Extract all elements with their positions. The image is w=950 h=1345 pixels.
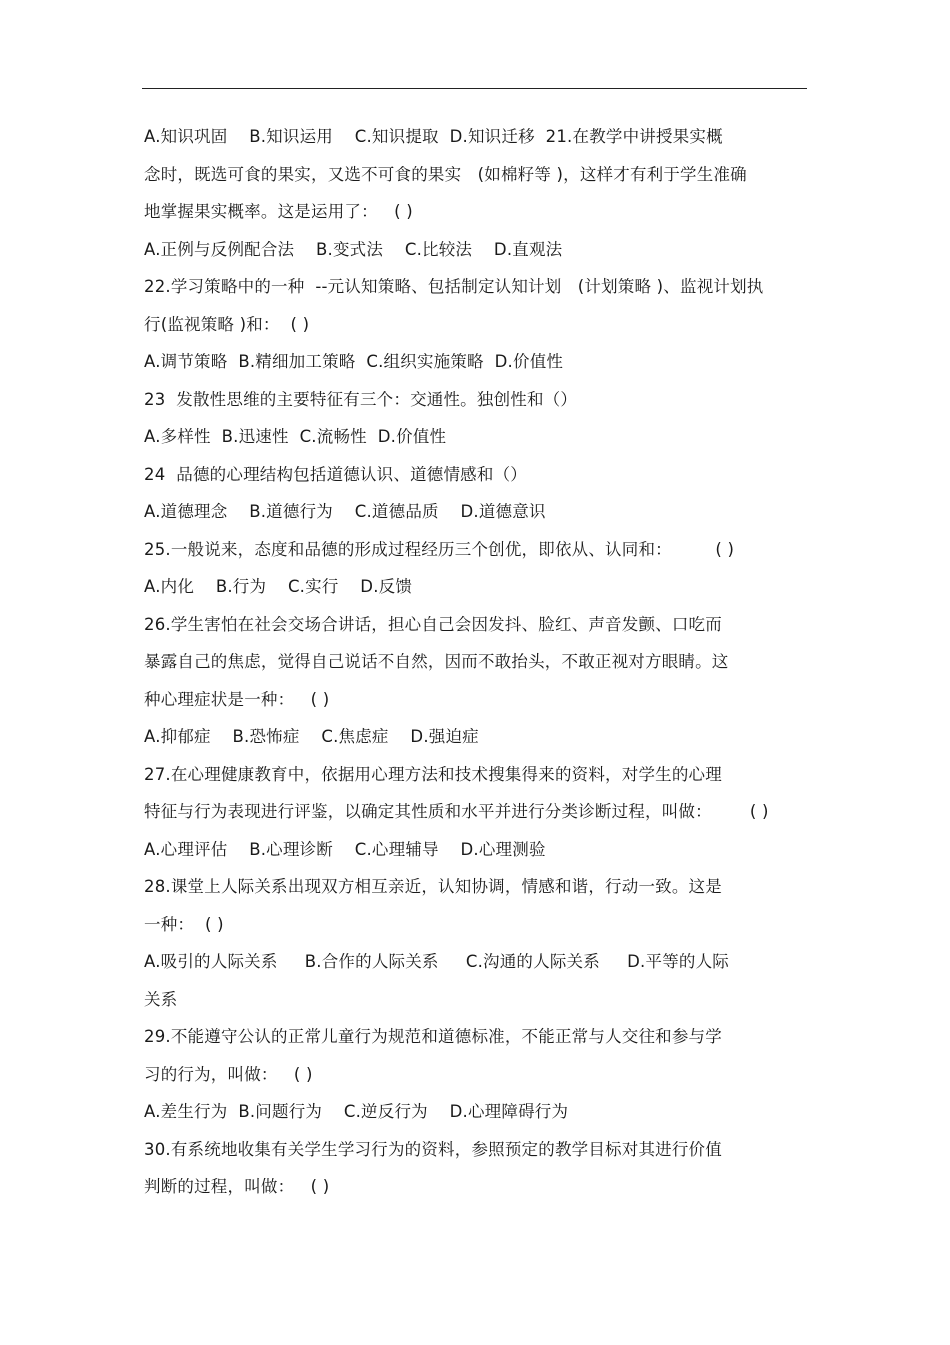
text-line: 26.学生害怕在社会交场合讲话，担心自己会因发抖、脸红、声音发颤、口吃而 xyxy=(144,614,722,634)
text-line: 25.一般说来，态度和品德的形成过程经历三个创优，即依从、认同和： ( ) xyxy=(144,539,735,559)
text-line: A.内化 B.行为 C.实行 D.反馈 xyxy=(144,577,413,596)
text-line: A.正例与反例配合法 B.变式法 C.比较法 D.直观法 xyxy=(144,239,563,259)
text-line: 暴露自己的焦虑，觉得自己说话不自然，因而不敢抬头，不敢正视对方眼睛。这 xyxy=(144,652,729,671)
text-line: 22.学习策略中的一种 --元认知策略、包括制定认知计划 (计划策略 )、监视计划执 xyxy=(144,277,764,296)
text-line: 种心理症状是一种： ( ) xyxy=(144,689,330,709)
text-line: A.抑郁症 B.恐怖症 C.焦虑症 D.强迫症 xyxy=(144,727,479,746)
text-line: A.心理评估 B.心理诊断 C.心理辅导 D.心理测验 xyxy=(144,839,546,859)
text-line: A.调节策略 B.精细加工策略 C.组织实施策略 D.价值性 xyxy=(144,352,564,371)
text-line: 行(监视策略 )和： ( ) xyxy=(144,314,310,334)
text-line: A.吸引的人际关系 B.合作的人际关系 C.沟通的人际关系 D.平等的人际 xyxy=(144,952,729,971)
text-line: 判断的过程，叫做： ( ) xyxy=(144,1177,330,1196)
text-line: 习的行为，叫做： ( ) xyxy=(144,1064,313,1084)
text-line: 关系 xyxy=(144,989,178,1009)
text-line: A.多样性 B.迅速性 C.流畅性 D.价值性 xyxy=(144,427,447,446)
text-line: 28.课堂上人际关系出现双方相互亲近，认知协调，情感和谐，行动一致。这是 xyxy=(144,877,722,896)
text-line: A.道德理念 B.道德行为 C.道德品质 D.道德意识 xyxy=(144,502,546,521)
text-line: 地掌握果实概率。这是运用了： ( ) xyxy=(144,202,413,221)
text-line: 30.有系统地收集有关学生学习行为的资料，参照预定的教学目标对其进行价值 xyxy=(144,1139,722,1159)
header-rule xyxy=(142,88,807,89)
text-line: A.知识巩固 B.知识运用 C.知识提取 D.知识迁移 21.在教学中讲授果实概 xyxy=(144,127,723,146)
text-line: 一种： ( ) xyxy=(144,914,224,934)
text-line: 念时，既选可食的果实，又选不可食的果实 (如棉籽等 )，这样才有利于学生准确 xyxy=(144,164,747,184)
text-line: 27.在心理健康教育中，依据用心理方法和技术搜集得来的资料，对学生的心理 xyxy=(144,764,722,784)
text-line: 24 品德的心理结构包括道德认识、道德情感和（） xyxy=(144,464,527,484)
document-body xyxy=(144,118,814,1206)
text-line: A.差生行为 B.问题行为 C.逆反行为 D.心理障碍行为 xyxy=(144,1102,569,1121)
text-line: 29.不能遵守公认的正常儿童行为规范和道德标准，不能正常与人交往和参与学 xyxy=(144,1027,722,1046)
text-line: 23 发散性思维的主要特征有三个：交通性。独创性和（） xyxy=(144,389,578,409)
text-line: 特征与行为表现进行评鉴，以确定其性质和水平并进行分类诊断过程，叫做： ( ) xyxy=(144,802,769,821)
